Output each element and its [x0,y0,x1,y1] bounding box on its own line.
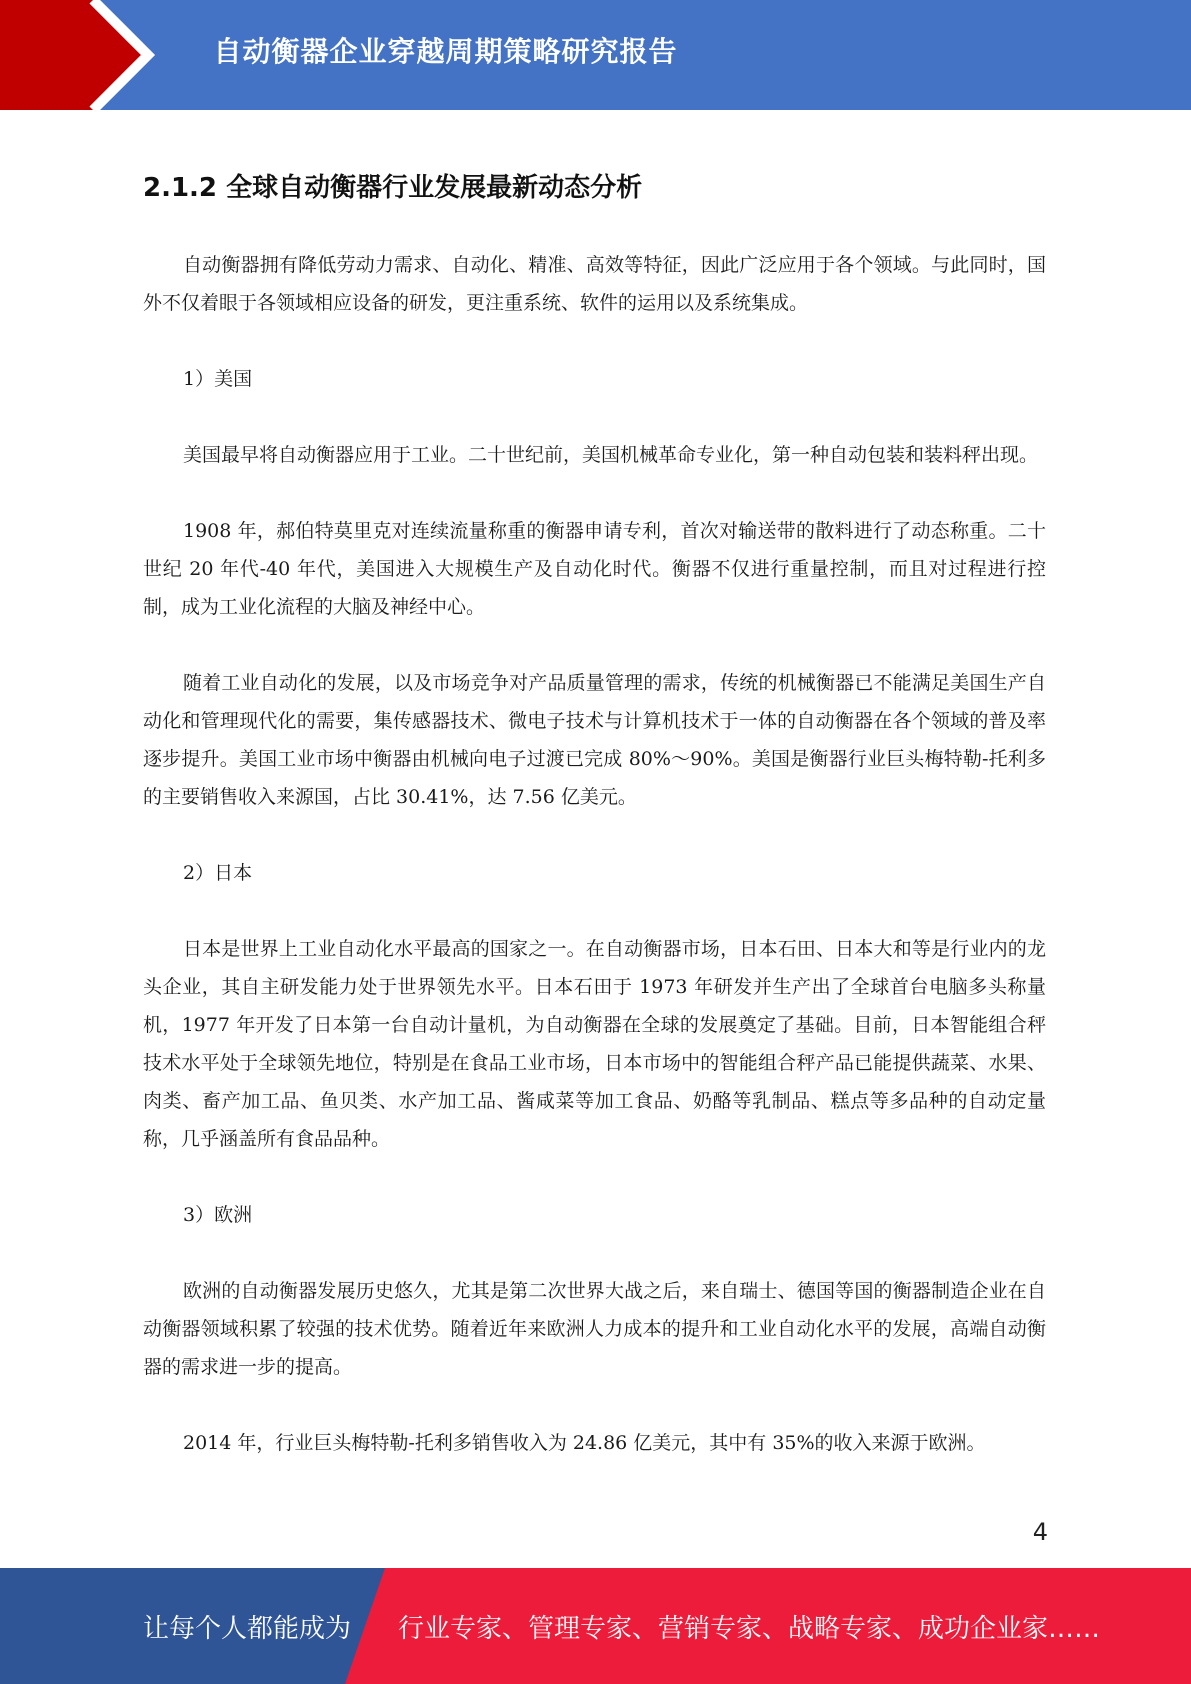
intro-paragraph: 自动衡器拥有降低劳动力需求、自动化、精准、高效等特征，因此广泛应用于各个领域。与此同时，国外不仅着眼于各领域相应设备的研发，更注重系统、软件的运用以及系统集成。 [143,254,1046,314]
page-number: 4 [1032,1518,1048,1546]
usa-paragraph-3: 随着工业自动化的发展，以及市场竞争对产品质量管理的需求，传统的机械衡器已不能满足美国生产自动化和管理现代化的需要，集传感器技术、微电子技术与计算机技术于一体的自动衡器在各个领域的普及率逐步提升。美国工业市场中衡器由机械向电子过渡已完成 80%～90%。美国是衡器行业巨头梅特勒-托利多的主要销售收入来源国，占比 30.41%，达 7.56 亿美元。 [143,672,1046,808]
page-header [0,0,1191,110]
europe-heading: 3）欧洲 [183,1204,253,1226]
footer-slogan-left: 让每个人都能成为 [143,1613,352,1644]
footer-slogan-right: 行业专家、管理专家、营销专家、战略专家、成功企业家…… [398,1613,1101,1644]
usa-paragraph-2: 1908 年，郝伯特莫里克对连续流量称重的衡器申请专利，首次对输送带的散料进行了动态称重。二十世纪 20 年代-40 年代，美国进入大规模生产及自动化时代。衡器不仅进行重量控制，而且对过程进行控制，成为工业化流程的大脑及神经中心。 [143,520,1046,618]
japan-paragraph-1: 日本是世界上工业自动化水平最高的国家之一。在自动衡器市场，日本石田、日本大和等是行业内的龙头企业，其自主研发能力处于世界领先水平。日本石田于 1973 年研发并生产出了全球首台电脑多头称量机，1977 年开发了日本第一台自动计量机，为自动衡器在全球的发展奠定了基础。目前，日本智能组合秤技术水平处于全球领先地位，特别是在食品工业市场，日本市场中的智能组合秤产品已能提供蔬菜、水果、肉类、畜产加工品、鱼贝类、水产加工品、酱咸菜等加工食品、奶酪等乳制品、糕点等多品种的自动定量称，几乎涵盖所有食品品种。 [143,938,1046,1150]
europe-paragraph-1: 欧洲的自动衡器发展历史悠久，尤其是第二次世界大战之后，来自瑞士、德国等国的衡器制造企业在自动衡器领域积累了较强的技术优势。随着近年来欧洲人力成本的提升和工业自动化水平的发展，高端自动衡器的需求进一步的提高。 [143,1280,1046,1378]
document-title: 自动衡器企业穿越周期策略研究报告 [213,35,678,68]
section-title: 2.1.2 全球自动衡器行业发展最新动态分析 [143,173,643,203]
page-footer [0,1568,1191,1684]
usa-heading: 1）美国 [183,368,253,390]
europe-paragraph-2: 2014 年，行业巨头梅特勒-托利多销售收入为 24.86 亿美元，其中有 35%的收入来源于欧洲。 [183,1432,986,1454]
usa-paragraph-1: 美国最早将自动衡器应用于工业。二十世纪前，美国机械革命专业化，第一种自动包装和装料秤出现。 [183,444,1039,466]
main-content [143,150,1046,1500]
japan-heading: 2）日本 [183,862,253,884]
